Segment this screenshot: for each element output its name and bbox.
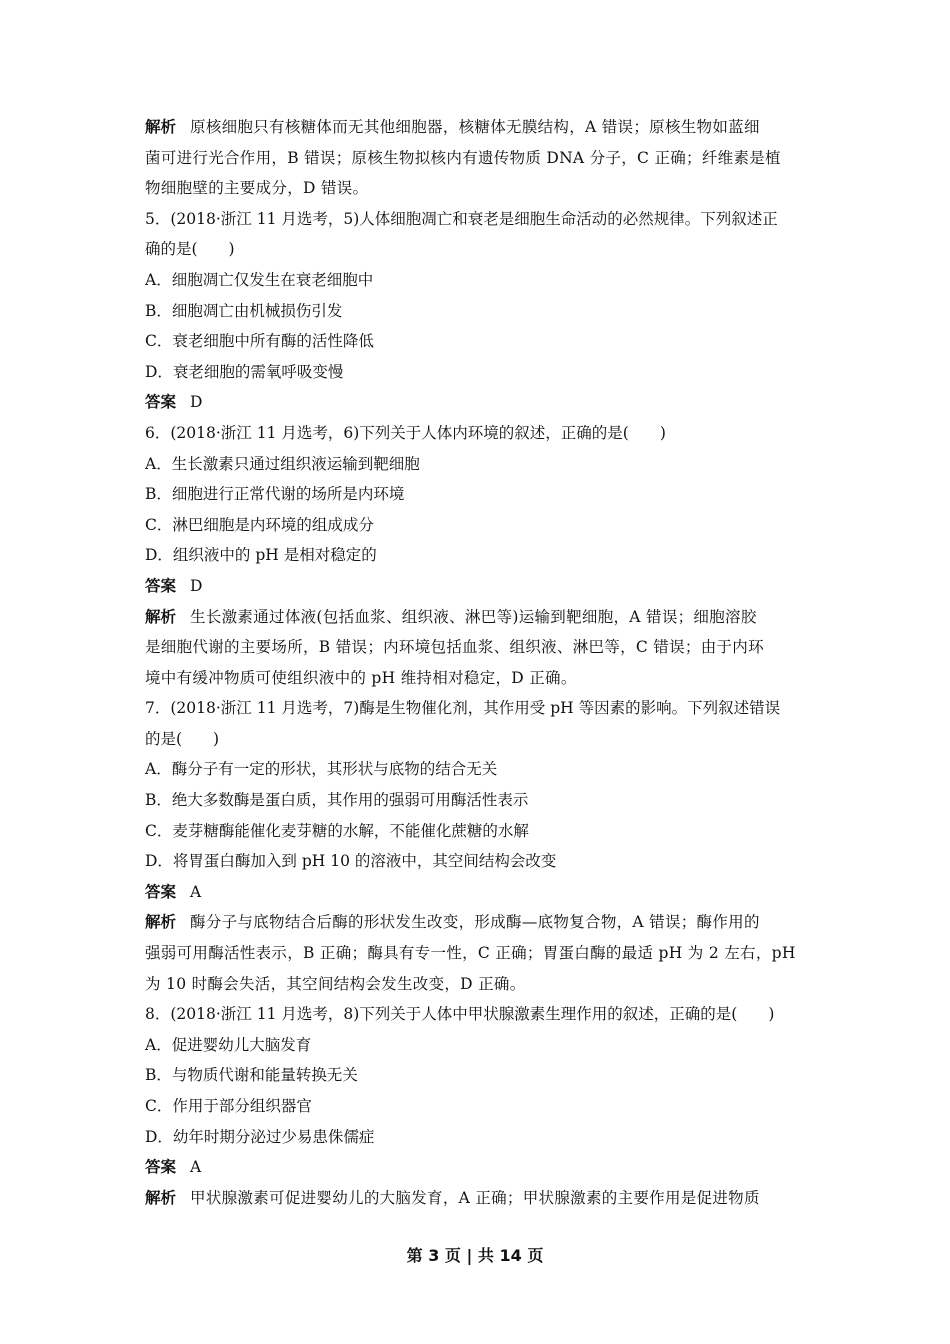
analysis-line: 菌可进行光合作用，B 错误；原核生物拟核内有遗传物质 DNA 分子，C 正确；纤维素是植 <box>145 148 781 167</box>
option-b: B．与物质代谢和能量转换无关 <box>145 1066 358 1085</box>
analysis-line: 解析 原核细胞只有核糖体而无其他细胞器，核糖体无膜结构，A 错误；原核生物如蓝细 <box>145 118 760 136</box>
option-a: A．生长激素只通过组织液运输到靶细胞 <box>145 454 420 473</box>
answer-value: A <box>190 882 202 901</box>
page-body <box>145 112 807 1213</box>
option-a: A．酶分子有一定的形状，其形状与底物的结合无关 <box>145 760 498 779</box>
answer-line <box>145 1152 807 1183</box>
page-footer: 第 3 页 | 共 14 页 <box>406 1246 544 1265</box>
answer-line <box>145 877 807 908</box>
analysis-line: 解析 酶分子与底物结合后酶的形状发生改变，形成酶—底物复合物，A 错误；酶作用的 <box>145 913 760 932</box>
analysis-label: 解析 <box>145 118 177 136</box>
analysis-line: 解析 生长激素通过体液(包括血浆、组织液、淋巴等)运输到靶细胞，A 错误；细胞溶胶 <box>145 607 757 626</box>
analysis-label: 解析 <box>145 1188 177 1207</box>
answer-value: A <box>190 1158 202 1177</box>
option-d: D．组织液中的 pH 是相对稳定的 <box>145 546 377 565</box>
option-b: B．绝大多数酶是蛋白质，其作用的强弱可用酶活性表示 <box>145 791 529 810</box>
option-d: D．将胃蛋白酶加入到 pH 10 的溶液中，其空间结构会改变 <box>145 852 557 871</box>
answer-label: 答案 <box>145 576 177 595</box>
question-stem: 确的是( ) <box>145 240 235 259</box>
question-stem: 7．(2018·浙江 11 月选考，7)酶是生物催化剂，其作用受 pH 等因素的影响。下列叙述错误 <box>145 699 781 718</box>
analysis-line: 物细胞壁的主要成分，D 错误。 <box>145 179 369 198</box>
answer-label: 答案 <box>145 882 177 901</box>
answer-value: D <box>190 576 203 595</box>
analysis-line: 是细胞代谢的主要场所，B 错误；内环境包括血浆、组织液、淋巴等，C 错误；由于内环 <box>145 638 764 657</box>
question-stem: 5．(2018·浙江 11 月选考，5)人体细胞凋亡和衰老是细胞生命活动的必然规律。下列叙述正 <box>145 209 778 228</box>
analysis-line: 为 10 时酶会失活，其空间结构会发生改变，D 正确。 <box>145 974 526 993</box>
option-a: A．细胞凋亡仅发生在衰老细胞中 <box>145 270 374 289</box>
question-stem: 的是( ) <box>145 729 220 748</box>
answer-label: 答案 <box>145 393 177 412</box>
option-c: C．淋巴细胞是内环境的组成成分 <box>145 515 374 534</box>
question-stem: 8．(2018·浙江 11 月选考，8)下列关于人体中甲状腺激素生理作用的叙述，正确的是( ) <box>145 1005 775 1024</box>
analysis-line: 强弱可用酶活性表示，B 正确；酶具有专一性，C 正确；胃蛋白酶的最适 pH 为 2 左右，pH <box>145 944 796 963</box>
analysis-label: 解析 <box>145 913 177 932</box>
question-stem: 6．(2018·浙江 11 月选考，6)下列关于人体内环境的叙述，正确的是( ) <box>145 423 666 442</box>
option-d: D．幼年时期分泌过少易患侏儒症 <box>145 1127 375 1146</box>
analysis-label: 解析 <box>145 607 177 626</box>
option-a: A．促进婴幼儿大脑发育 <box>145 1035 312 1054</box>
option-b: B．细胞凋亡由机械损伤引发 <box>145 301 343 320</box>
answer-value: D <box>190 393 203 412</box>
answer-line <box>145 387 807 418</box>
option-b: B．细胞进行正常代谢的场所是内环境 <box>145 485 405 504</box>
analysis-line: 境中有缓冲物质可使组织液中的 pH 维持相对稳定，D 正确。 <box>145 668 577 687</box>
answer-line <box>145 571 807 602</box>
option-c: C．麦芽糖酶能催化麦芽糖的水解，不能催化蔗糖的水解 <box>145 821 529 840</box>
option-c: C．衰老细胞中所有酶的活性降低 <box>145 332 374 351</box>
analysis-line: 解析 甲状腺激素可促进婴幼儿的大脑发育，A 正确；甲状腺激素的主要作用是促进物质 <box>145 1188 760 1207</box>
answer-label: 答案 <box>145 1158 177 1177</box>
option-d: D．衰老细胞的需氧呼吸变慢 <box>145 362 344 381</box>
option-c: C．作用于部分组织器官 <box>145 1097 312 1115</box>
